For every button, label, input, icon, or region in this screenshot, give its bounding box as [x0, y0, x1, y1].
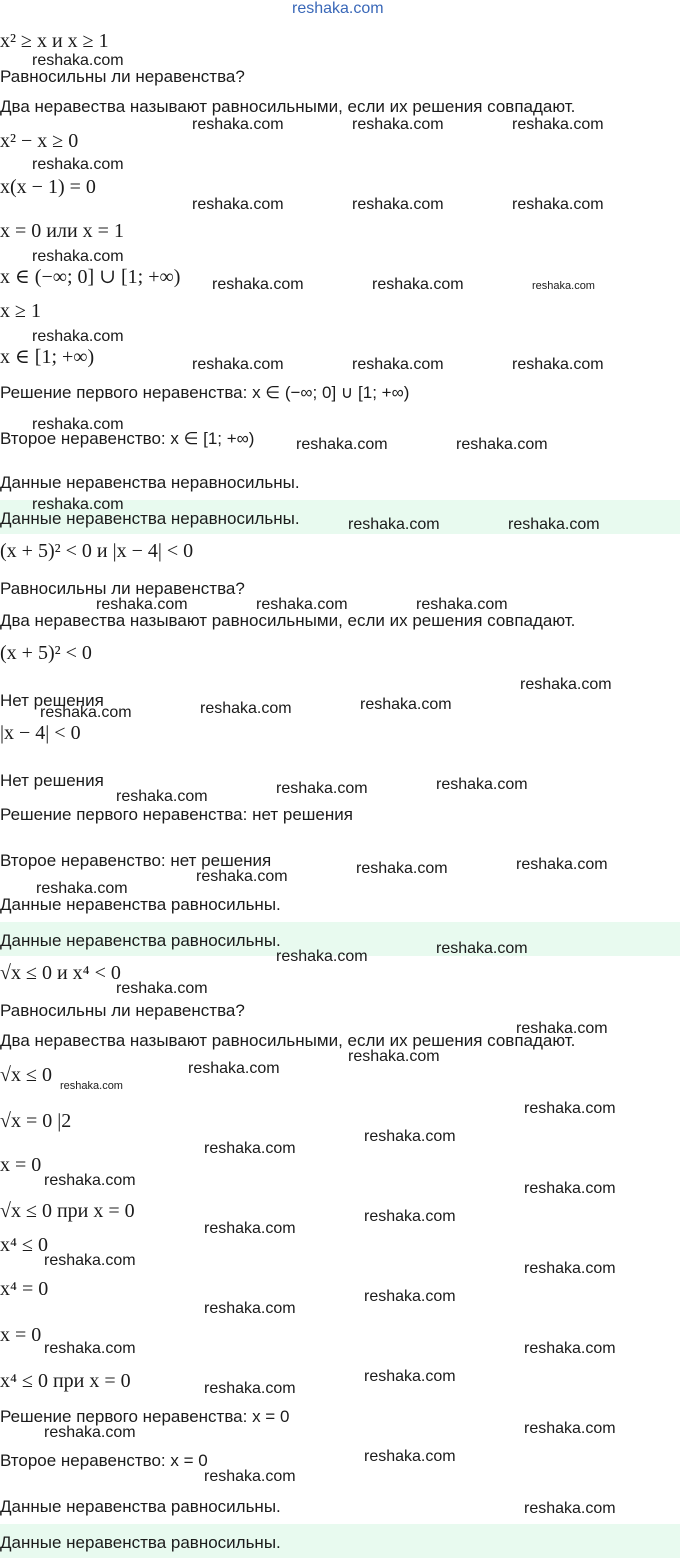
math-line: x⁴ ≤ 0 при x = 0: [0, 1370, 131, 1392]
definition-line: Два неравества называют равносильными, если их решения совпадают.: [0, 97, 576, 116]
math-line: x⁴ = 0: [0, 1278, 49, 1300]
watermark: reshaka.com: [32, 156, 124, 173]
watermark: reshaka.com: [352, 196, 444, 213]
math-line: x² − x ≥ 0: [0, 130, 79, 152]
math-line: x = 0: [0, 1154, 42, 1176]
watermark: reshaka.com: [192, 196, 284, 213]
watermark: reshaka.com: [456, 436, 548, 453]
watermark: reshaka.com: [416, 596, 508, 613]
watermark: reshaka.com: [32, 248, 124, 265]
first-solution-line: Решение первого неравенства: нет решения: [0, 805, 353, 824]
task-1-statement: x² ≥ x и x ≥ 1: [0, 30, 109, 52]
text-line: Нет решения: [0, 691, 104, 710]
watermark: reshaka.com: [44, 1252, 136, 1269]
math-line: x = 0: [0, 1324, 42, 1346]
watermark: reshaka.com: [44, 1340, 136, 1357]
watermark: reshaka.com: [32, 496, 124, 513]
math-line: x ∈ [1; +∞): [0, 346, 95, 368]
watermark: reshaka.com: [516, 1020, 608, 1037]
watermark: reshaka.com: [364, 1368, 456, 1385]
watermark: reshaka.com: [352, 356, 444, 373]
watermark: reshaka.com: [356, 860, 448, 877]
watermark: reshaka.com: [32, 416, 124, 433]
second-solution-line: Второе неравенство: x = 0: [0, 1451, 208, 1470]
watermark: reshaka.com: [512, 356, 604, 373]
question-line: Равносильны ли неравенства?: [0, 1001, 245, 1020]
question-line: Равносильны ли неравенства?: [0, 579, 245, 598]
watermark: reshaka.com: [44, 1424, 136, 1441]
task-3-statement: √x ≤ 0 и x⁴ < 0: [0, 962, 121, 984]
definition-line: Два неравества называют равносильными, если их решения совпадают.: [0, 1031, 576, 1050]
math-line: x = 0 или x = 1: [0, 220, 124, 242]
watermark: reshaka.com: [256, 596, 348, 613]
watermark: reshaka.com: [204, 1300, 296, 1317]
watermark: reshaka.com: [524, 1500, 616, 1517]
watermark: reshaka.com: [212, 276, 304, 293]
watermark: reshaka.com: [524, 1260, 616, 1277]
watermark: reshaka.com: [204, 1220, 296, 1237]
watermark: reshaka.com: [196, 868, 288, 885]
watermark: reshaka.com: [40, 704, 132, 721]
conclusion-line: Данные неравенства равносильны.: [0, 895, 281, 914]
watermark: reshaka.com: [116, 980, 208, 997]
first-solution-line: Решение первого неравенства: x ∈ (−∞; 0] ∪ [1; +∞): [0, 383, 410, 402]
math-line: √x ≤ 0 при x = 0: [0, 1200, 135, 1222]
math-line: (x + 5)² < 0: [0, 642, 92, 664]
watermark: reshaka.com: [116, 788, 208, 805]
question-line: Равносильны ли неравенства?: [0, 67, 245, 86]
watermark: reshaka.com: [36, 880, 128, 897]
watermark: reshaka.com: [364, 1208, 456, 1225]
math-line: x⁴ ≤ 0: [0, 1234, 48, 1256]
definition-line: Два неравества называют равносильными, если их решения совпадают.: [0, 611, 576, 630]
first-solution-line: Решение первого неравенства: x = 0: [0, 1407, 290, 1426]
answer-text: Данные неравенства неравносильны.: [0, 509, 300, 528]
watermark: reshaka.com: [524, 1180, 616, 1197]
task-2-statement: (x + 5)² < 0 и |x − 4| < 0: [0, 540, 194, 562]
watermark: reshaka.com: [204, 1140, 296, 1157]
watermark: reshaka.com: [436, 776, 528, 793]
watermark: reshaka.com: [524, 1340, 616, 1357]
watermark: reshaka.com: [188, 1060, 280, 1077]
watermark: reshaka.com: [532, 280, 595, 292]
math-line: x(x − 1) = 0: [0, 176, 96, 198]
answer-text: Данные неравенства равносильны.: [0, 931, 281, 950]
watermark: reshaka.com: [296, 436, 388, 453]
watermark: reshaka.com: [512, 116, 604, 133]
math-line: √x = 0 |2: [0, 1110, 72, 1132]
watermark: reshaka.com: [348, 1048, 440, 1065]
second-solution-line: Второе неравенство: нет решения: [0, 851, 272, 870]
watermark: reshaka.com: [44, 1172, 136, 1189]
watermark: reshaka.com: [192, 356, 284, 373]
watermark: reshaka.com: [192, 116, 284, 133]
watermark: reshaka.com: [364, 1288, 456, 1305]
watermark: reshaka.com: [204, 1380, 296, 1397]
watermark: reshaka.com: [516, 856, 608, 873]
watermark: reshaka.com: [364, 1128, 456, 1145]
watermark: reshaka.com: [60, 1080, 123, 1092]
watermark: reshaka.com: [372, 276, 464, 293]
watermark: reshaka.com: [352, 116, 444, 133]
watermark: reshaka.com: [348, 516, 440, 533]
conclusion-line: Данные неравенства неравносильны.: [0, 473, 300, 492]
watermark: reshaka.com: [524, 1100, 616, 1117]
watermark: reshaka.com: [364, 1448, 456, 1465]
watermark: reshaka.com: [32, 52, 124, 69]
watermark: reshaka.com: [524, 1420, 616, 1437]
watermark: reshaka.com: [96, 596, 188, 613]
math-line: x ≥ 1: [0, 300, 41, 322]
site-link[interactable]: reshaka.com: [292, 0, 384, 17]
watermark: reshaka.com: [512, 196, 604, 213]
watermark: reshaka.com: [436, 940, 528, 957]
answer-text: Данные неравенства равносильны.: [0, 1533, 281, 1552]
conclusion-line: Данные неравенства равносильны.: [0, 1497, 281, 1516]
watermark: reshaka.com: [204, 1468, 296, 1485]
watermark: reshaka.com: [508, 516, 600, 533]
math-line: √x ≤ 0: [0, 1064, 52, 1086]
watermark: reshaka.com: [276, 948, 368, 965]
watermark: reshaka.com: [32, 328, 124, 345]
second-solution-line: Второе неравенство: x ∈ [1; +∞): [0, 429, 255, 448]
watermark: reshaka.com: [200, 700, 292, 717]
text-line: Нет решения: [0, 771, 104, 790]
watermark: reshaka.com: [360, 696, 452, 713]
watermark: reshaka.com: [276, 780, 368, 797]
math-line: x ∈ (−∞; 0] ∪ [1; +∞): [0, 266, 181, 288]
math-line: |x − 4| < 0: [0, 722, 81, 744]
watermark: reshaka.com: [520, 676, 612, 693]
